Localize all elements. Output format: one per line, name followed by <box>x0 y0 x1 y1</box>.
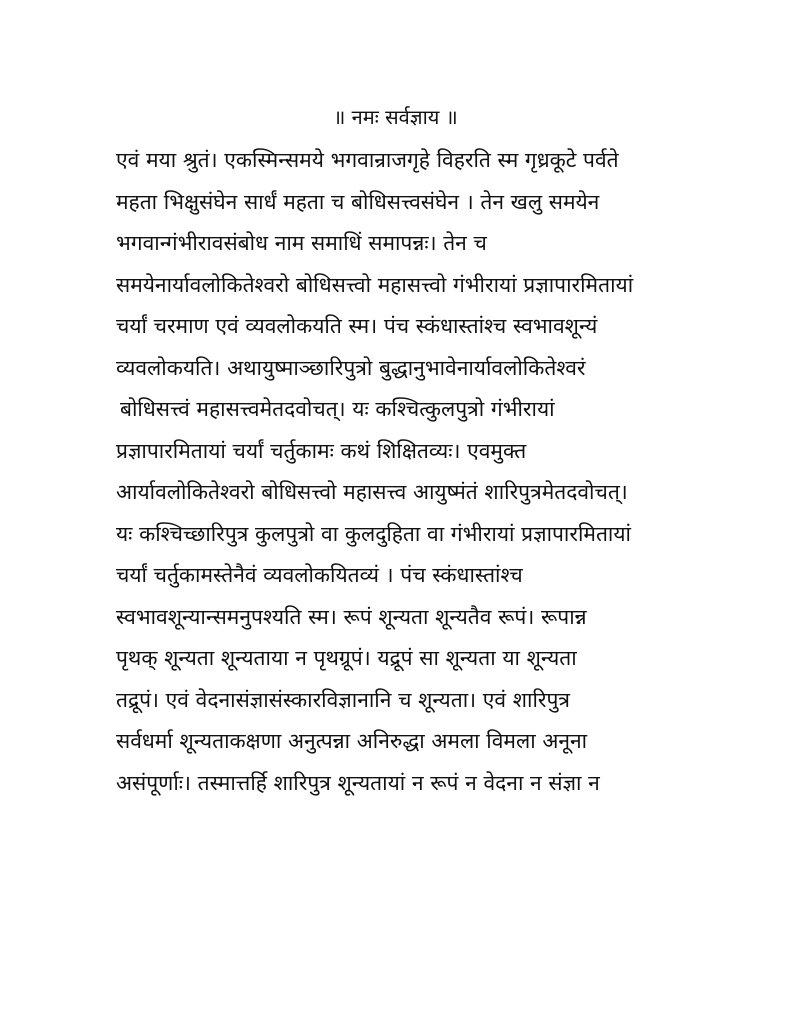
document-body <box>116 140 686 804</box>
text-line: व्यवलोकयति। अथायुष्माञ्छारिपुत्रो बुद्धानुभावेनार्यावलोकितेश्वरं <box>116 355 586 380</box>
text-line: तद्रूपं। एवं वेदनासंज्ञासंस्कारविज्ञानानि च शून्यता। एवं शारिपुत्र <box>116 687 571 712</box>
text-line: यः कश्चिच्छारिपुत्र कुलपुत्रो वा कुलदुहिता वा गंभीरायां प्रज्ञापारमितायां <box>116 521 631 546</box>
text-line: स्वभावशून्यान्समनुपश्यति स्म। रूपं शून्यता शून्यतैव रूपं। रूपान्न <box>116 604 587 629</box>
text-line: असंपूर्णाः। तस्मात्तर्हि शारिपुत्र शून्यतायां न रूपं न वेदना न संज्ञा न <box>116 770 600 795</box>
text-line: समयेनार्यावलोकितेश्वरो बोधिसत्त्वो महासत्त्वो गंभीरायां प्रज्ञापारमितायां <box>116 272 634 297</box>
text-line: भगवान्गंभीरावसंबोध नाम समाधिं समापन्नः। तेन च <box>116 231 487 255</box>
text-line: पृथक् शून्यता शून्यताया न पृथग्रूपं। यद्रूपं सा शून्यता या शून्यता <box>116 646 577 670</box>
text-line: महता भिक्षुसंघेन सार्धं महता च बोधिसत्त्वसंघेन । तेन खलु समयेन <box>116 189 600 214</box>
text-line: बोधिसत्त्वं महासत्त्वमेतदवोचत्। यः कश्चित्कुलपुत्रो गंभीरायां <box>120 397 555 421</box>
text-line: आर्यावलोकितेश्वरो बोधिसत्त्वो महासत्त्व आयुष्मंतं शारिपुत्रमेतदवोचत्। <box>116 480 628 504</box>
text-line: सर्वधर्मा शून्यताकक्षणा अनुत्पन्ना अनिरुद्धा अमला विमला अनूना <box>116 729 588 753</box>
text-line: प्रज्ञापारमितायां चर्यां चर्तुकामः कथं शिक्षितव्यः। एवमुक्त <box>116 438 527 463</box>
text-line: एवं मया श्रुतं। एकस्मिन्समये भगवान्राजगृहे विहरति स्म गृध्रकूटे पर्वते <box>116 148 619 172</box>
text-line: चर्यां चर्तुकामस्तेनैवं व्यवलोकयितव्यं । पंच स्कंधास्तांश्च <box>116 563 523 587</box>
document-title: ॥ नमः सर्वज्ञाय ॥ <box>333 105 458 129</box>
text-line: चर्यां चरमाण एवं व्यवलोकयति स्म। पंच स्कंधास्तांश्च स्वभावशून्यं <box>116 314 598 338</box>
